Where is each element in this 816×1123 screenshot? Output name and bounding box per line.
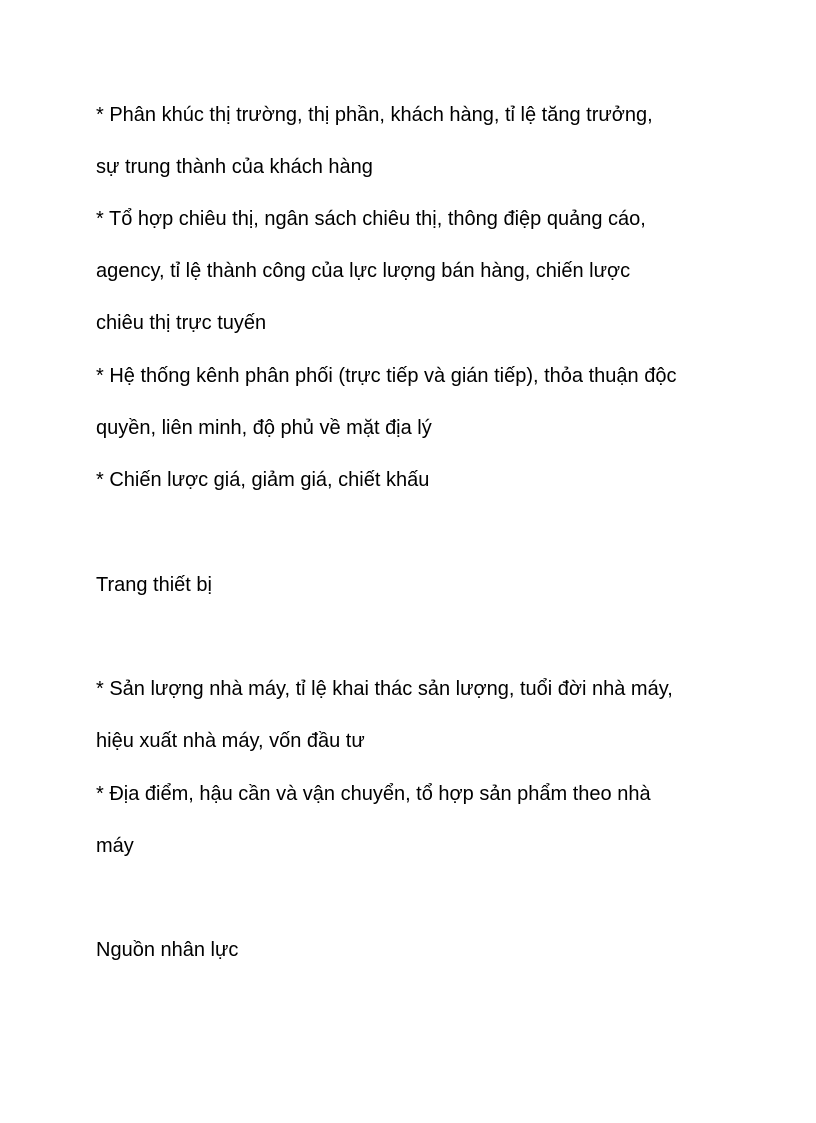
bullet-plant-output-line-2: hiệu xuất nhà máy, vốn đầu tư <box>96 730 365 752</box>
bullet-distribution-line-2: quyền, liên minh, độ phủ về mặt địa lý <box>96 417 432 439</box>
bullet-plant-output-line-1: * Sản lượng nhà máy, tỉ lệ khai thác sản lượng, tuổi đời nhà máy, <box>96 678 673 700</box>
bullet-location-logistics-line-2: máy <box>96 835 134 857</box>
section-heading-equipment: Trang thiết bị <box>96 574 212 596</box>
bullet-pricing-strategy: * Chiến lược giá, giảm giá, chiết khấu <box>96 469 430 491</box>
bullet-promotion-mix-line-2: agency, tỉ lệ thành công của lực lượng bán hàng, chiến lược <box>96 260 631 282</box>
bullet-promotion-mix-line-3: chiêu thị trực tuyến <box>96 312 267 334</box>
bullet-market-segment-line-1: * Phân khúc thị trường, thị phần, khách hàng, tỉ lệ tăng trưởng, <box>96 104 653 126</box>
bullet-location-logistics-line-1: * Địa điểm, hậu cần và vận chuyển, tổ hợp sản phẩm theo nhà <box>96 783 651 805</box>
section-heading-human-resources: Nguồn nhân lực <box>96 939 239 961</box>
bullet-promotion-mix-line-1: * Tổ hợp chiêu thị, ngân sách chiêu thị, thông điệp quảng cáo, <box>96 208 646 230</box>
bullet-market-segment-line-2: sự trung thành của khách hàng <box>96 156 373 178</box>
bullet-distribution-line-1: * Hệ thống kênh phân phối (trực tiếp và gián tiếp), thỏa thuận độc <box>96 365 677 387</box>
